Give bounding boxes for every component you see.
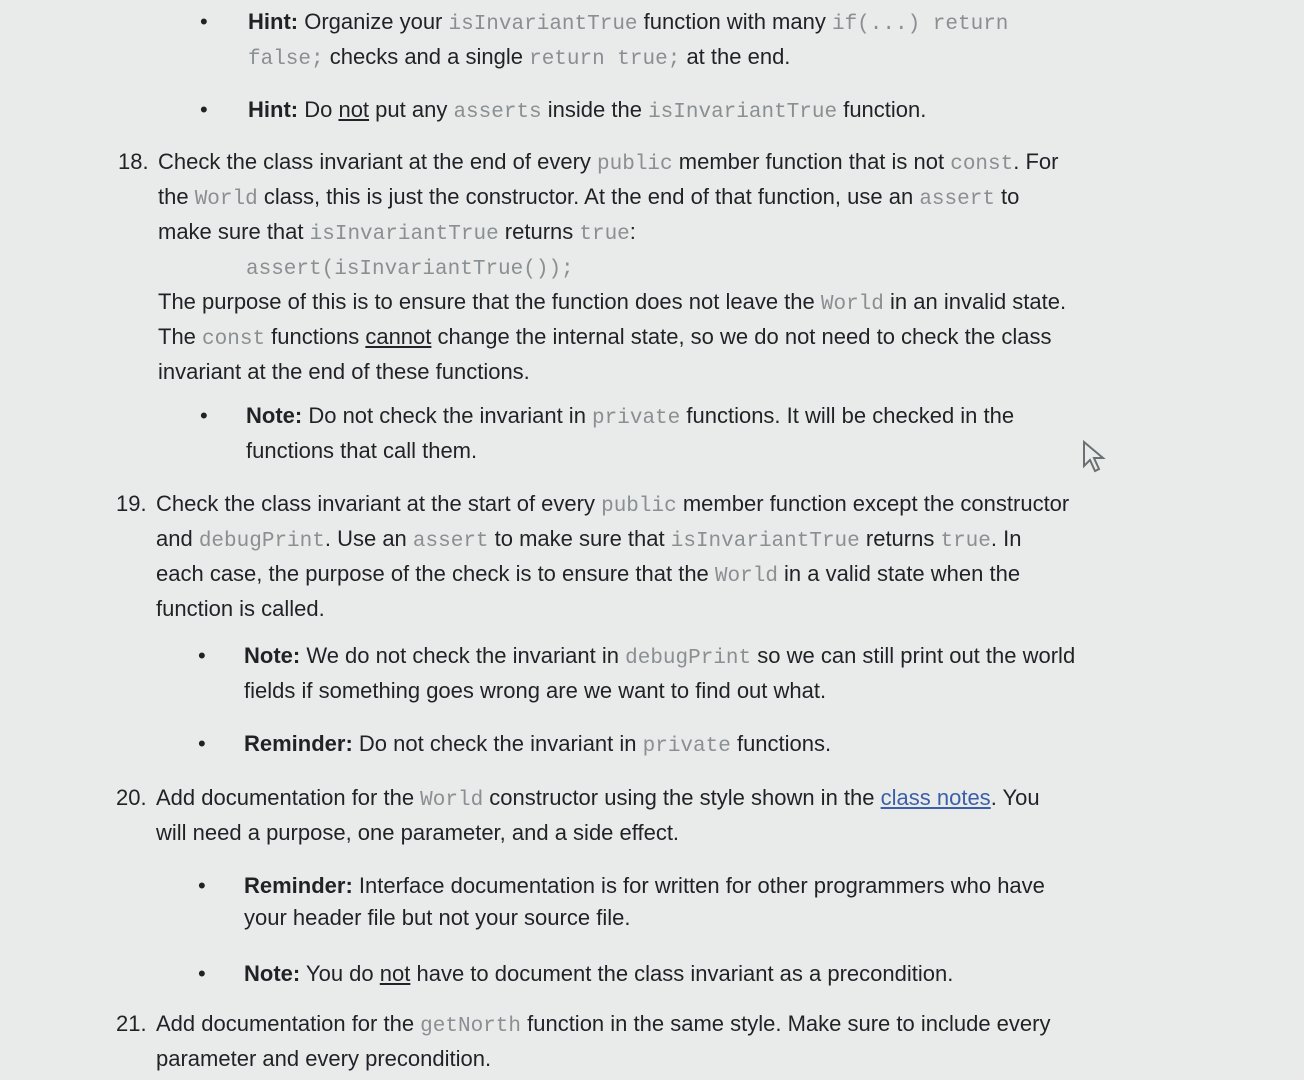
code-assert: assert(isInvariantTrue());	[246, 258, 574, 281]
bullet: •	[198, 873, 206, 898]
bullet: •	[200, 97, 208, 122]
bullet: •	[200, 403, 208, 428]
bullet: •	[200, 9, 208, 34]
class-notes-link[interactable]: class notes	[880, 785, 991, 810]
reminder-private: Reminder: Do not check the invariant in private functions.	[244, 731, 832, 758]
bullet: •	[198, 961, 206, 986]
item-19: 19. Check the class invariant at the start of every public member function except the constructor and debugPrint. Use an assert to make sure that isInvariantTrue returns true. In each case, the purpose of the check is to ensure that the World in a valid state when the function is called.	[116, 491, 1070, 621]
note-precondition: Note: You do not have to document the class invariant as a precondition.	[244, 961, 954, 986]
note-private: Note: Do not check the invariant in private functions. It will be checked in the functions that call them.	[246, 403, 1015, 463]
hint-organize: Hint: Organize your isInvariantTrue function with many if(...) return false; checks and a single return true; at the end.	[248, 9, 1009, 71]
item-20: 20. Add documentation for the World constructor using the style shown in the class notes. You will need a purpose, one parameter, and a side effect.	[116, 785, 1040, 845]
bullet: •	[198, 643, 206, 668]
note-debugprint: Note: We do not check the invariant in debugPrint so we can still print out the world fields if something goes wrong are we want to find out what.	[244, 643, 1076, 703]
item-18: 18. Check the class invariant at the end of every public member function that is not const. For the World class, this is just the constructor. At the end of that function, use an assert to make sure that isInvariantTrue returns true: assert(isInvariantTrue()); The purpose of this is to ensure that the function does not leave the World in an invalid state. The const functions cannot change the internal state, so we do not need to check the class invariant at the end of these functions.	[118, 149, 1067, 384]
reminder-interface-doc: Reminder: Interface documentation is for written for other programmers who have your header file but not your source file.	[244, 873, 1045, 930]
hint-no-asserts: Hint: Do not put any asserts inside the isInvariantTrue function.	[248, 97, 927, 124]
mouse-cursor-icon	[1082, 440, 1116, 474]
item-21: 21. Add documentation for the getNorth function in the same style. Make sure to include every parameter and every precondition.	[116, 1011, 1051, 1071]
bullet: •	[198, 731, 206, 756]
